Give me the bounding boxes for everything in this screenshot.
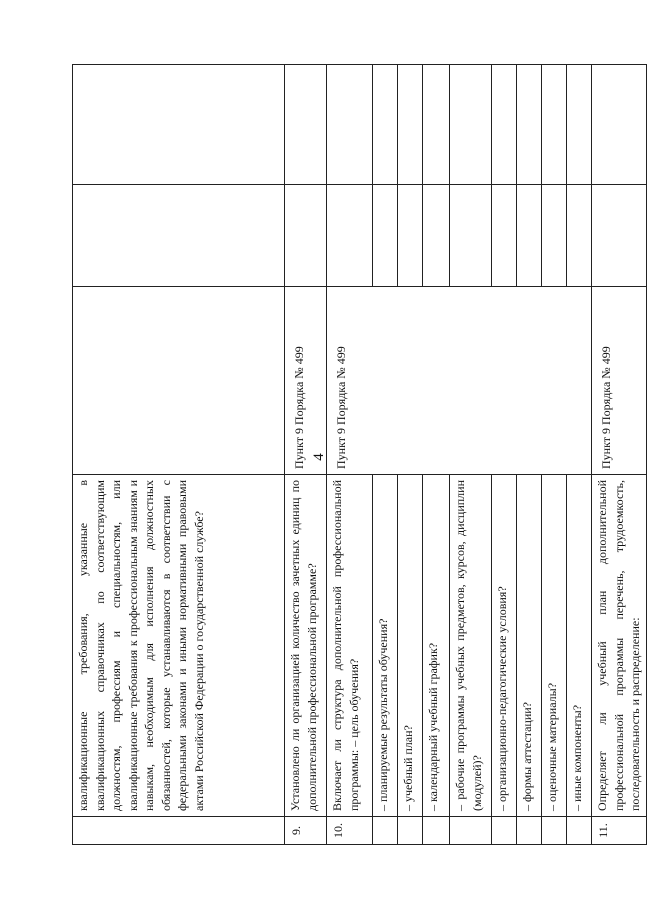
rotated-table-wrapper: [72, 65, 642, 845]
legal-reference: Пункт 9 Порядка № 499: [592, 287, 647, 475]
row-number: [398, 817, 423, 845]
row-number: [373, 817, 398, 845]
empty-cell: [73, 65, 285, 185]
empty-cell: [327, 65, 373, 185]
requirement-text: – рабочие программы учебных предметов, курсов, дисциплин (модулей)?: [450, 475, 492, 817]
empty-cell: [285, 185, 327, 287]
empty-cell: [492, 65, 517, 185]
empty-cell: [450, 65, 492, 185]
empty-cell: [542, 65, 567, 185]
empty-cell: [450, 185, 492, 287]
row-number: [492, 817, 517, 845]
row-number: [73, 817, 285, 845]
requirement-text: – календарный учебный график?: [423, 475, 450, 817]
empty-cell: [492, 185, 517, 287]
empty-cell: [592, 185, 647, 287]
empty-cell: [373, 65, 398, 185]
empty-cell: [592, 65, 647, 185]
empty-cell: [567, 65, 592, 185]
requirement-text: Установлено ли организацией количество зачетных единиц по дополнительной профессиональной программе?: [285, 475, 327, 817]
row-number: [542, 817, 567, 845]
legal-reference: [73, 287, 285, 475]
requirement-text: Определяет ли учебный план дополнительной профессиональной программы перечень, трудоемкость, последовательность и распределение:: [592, 475, 647, 817]
row-number: [450, 817, 492, 845]
row-number: [517, 817, 542, 845]
legal-reference: Пункт 9 Порядка № 499: [327, 287, 592, 475]
requirement-text: – организационно-педагогические условия?: [492, 475, 517, 817]
requirement-text: – иные компоненты?: [567, 475, 592, 817]
empty-cell: [542, 185, 567, 287]
requirement-text: – учебный план?: [398, 475, 423, 817]
empty-cell: [373, 185, 398, 287]
table-row: [73, 65, 285, 845]
table-row: [592, 65, 647, 845]
row-number: [567, 817, 592, 845]
checklist-table: [72, 64, 647, 845]
empty-cell: [73, 185, 285, 287]
empty-cell: [423, 185, 450, 287]
requirement-text: – оценочные материалы?: [542, 475, 567, 817]
empty-cell: [567, 185, 592, 287]
row-number: 9.: [285, 817, 327, 845]
empty-cell: [398, 185, 423, 287]
requirement-text: – планируемые результаты обучения?: [373, 475, 398, 817]
row-number: 10.: [327, 817, 373, 845]
empty-cell: [398, 65, 423, 185]
empty-cell: [285, 65, 327, 185]
legal-reference: Пункт 9 Порядка № 499: [285, 287, 327, 475]
empty-cell: [517, 185, 542, 287]
empty-cell: [517, 65, 542, 185]
row-number: [423, 817, 450, 845]
empty-cell: [327, 185, 373, 287]
requirement-text: квалификационные требования, указанные в квалификационных справочниках по соответствующим должностям, профессиям и специальностям, или квалификационные требования к профессиональным знаниям и навыкам, необходимым для исполнения должностных обязанностей, которые устанавливаются в соответствии с федеральными законами и иными нормативными правовыми актами Российской Федерации о государственной службе?: [73, 475, 285, 817]
page-number: 4: [311, 453, 327, 461]
requirement-text: Включает ли структура дополнительной профессиональной программы: – цель обучения?: [327, 475, 373, 817]
table-row: [327, 65, 373, 845]
row-number: 11.: [592, 817, 647, 845]
requirement-text: – формы аттестации?: [517, 475, 542, 817]
table-row: [285, 65, 327, 845]
empty-cell: [423, 65, 450, 185]
